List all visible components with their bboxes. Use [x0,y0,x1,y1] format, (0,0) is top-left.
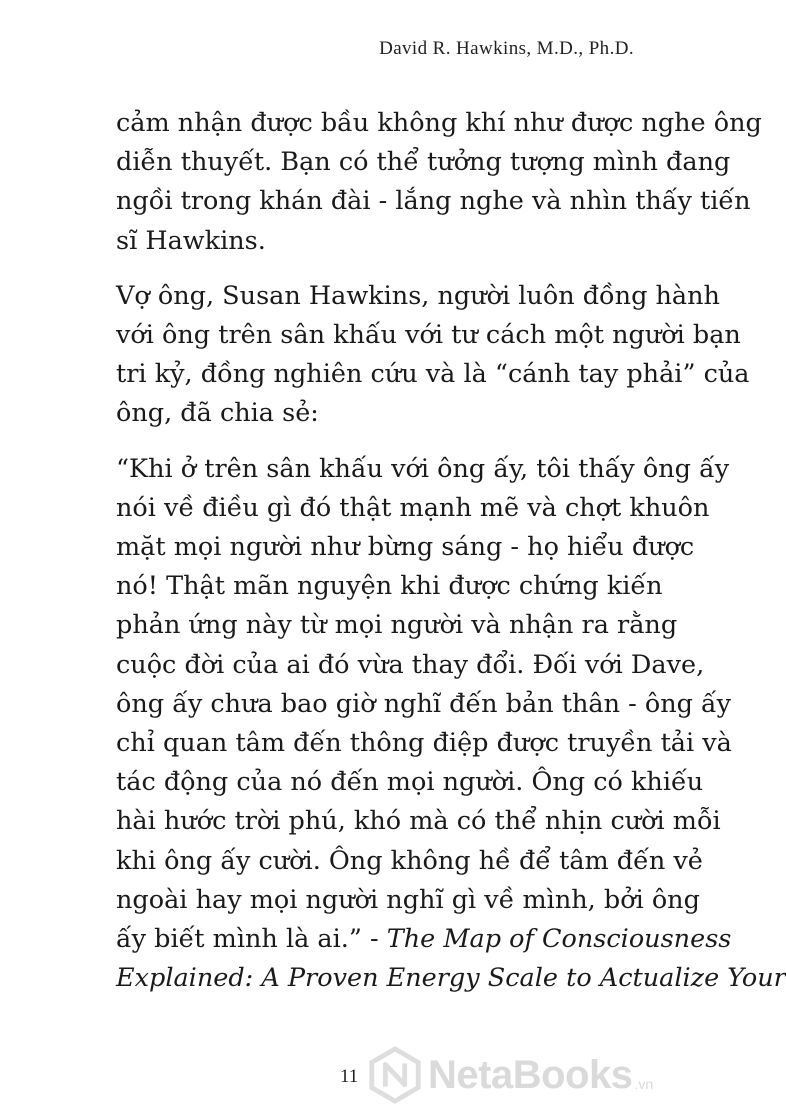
paragraph-3-quote [116,450,786,999]
quote-end-text: ấy biết mình là ai.” - [116,924,387,955]
text-line: nói về điều gì đó thật mạnh mẽ và chợt khuôn [116,492,710,523]
text-line: ông ấy chưa bao giờ nghĩ đến bản thân - ông ấy [116,688,732,719]
text-line: cảm nhận được bầu không khí như được nghe ông [116,108,762,138]
watermark-brand: NetaBooks [428,1052,633,1097]
quote-end-line [116,920,732,959]
watermark [366,1046,653,1104]
watermark-suffix: .vn [634,1076,654,1092]
text-line: ngồi trong khán đài - lắng nghe và nhìn thấy tiến [116,186,751,217]
paragraph-1 [116,104,762,261]
text-line: diễn thuyết. Bạn có thể tưởng tượng mình đang [116,147,731,178]
text-line: nó! Thật mãn nguyện khi được chứng kiến [116,571,663,602]
text-line: với ông trên sân khấu với tư cách một người bạn [116,320,741,351]
text-line: ông, đã chia sẻ: [116,398,319,429]
running-header-author: David R. Hawkins, M.D., Ph.D. [379,38,634,59]
text-line: tác động của nó đến mọi người. Ông có khiếu [116,767,704,798]
text-line: hài hước trời phú, khó mà có thể nhịn cười mỗi [116,806,721,837]
text-line: khi ông ấy cười. Ông không hề để tâm đến vẻ [116,845,703,876]
text-line: Vợ ông, Susan Hawkins, người luôn đồng hành [116,280,720,311]
source-title-part2: Explained: A Proven Energy Scale to Actualize Your [116,963,786,994]
text-line: ngoài hay mọi người nghĩ gì về mình, bởi ông [116,884,700,915]
text-line: “Khi ở trên sân khấu với ông ấy, tôi thấy ông ấy [116,453,730,484]
body-text [116,104,786,998]
text-line: phản ứng này từ mọi người và nhận ra rằng [116,610,678,641]
text-line: cuộc đời của ai đó vừa thay đổi. Đối với Dave, [116,649,705,680]
text-line: mặt mọi người như bừng sáng - họ hiểu được [116,532,695,563]
text-line: tri kỷ, đồng nghiên cứu và là “cánh tay phải” của [116,359,750,390]
text-line: sĩ Hawkins. [116,225,266,256]
text-line: chỉ quan tâm đến thông điệp được truyền tải và [116,728,732,759]
source-title-part1: The Map of Consciousness [386,924,732,955]
page-number: 11 [340,1066,359,1087]
paragraph-2 [116,277,750,434]
netabooks-logo-icon [366,1046,424,1104]
